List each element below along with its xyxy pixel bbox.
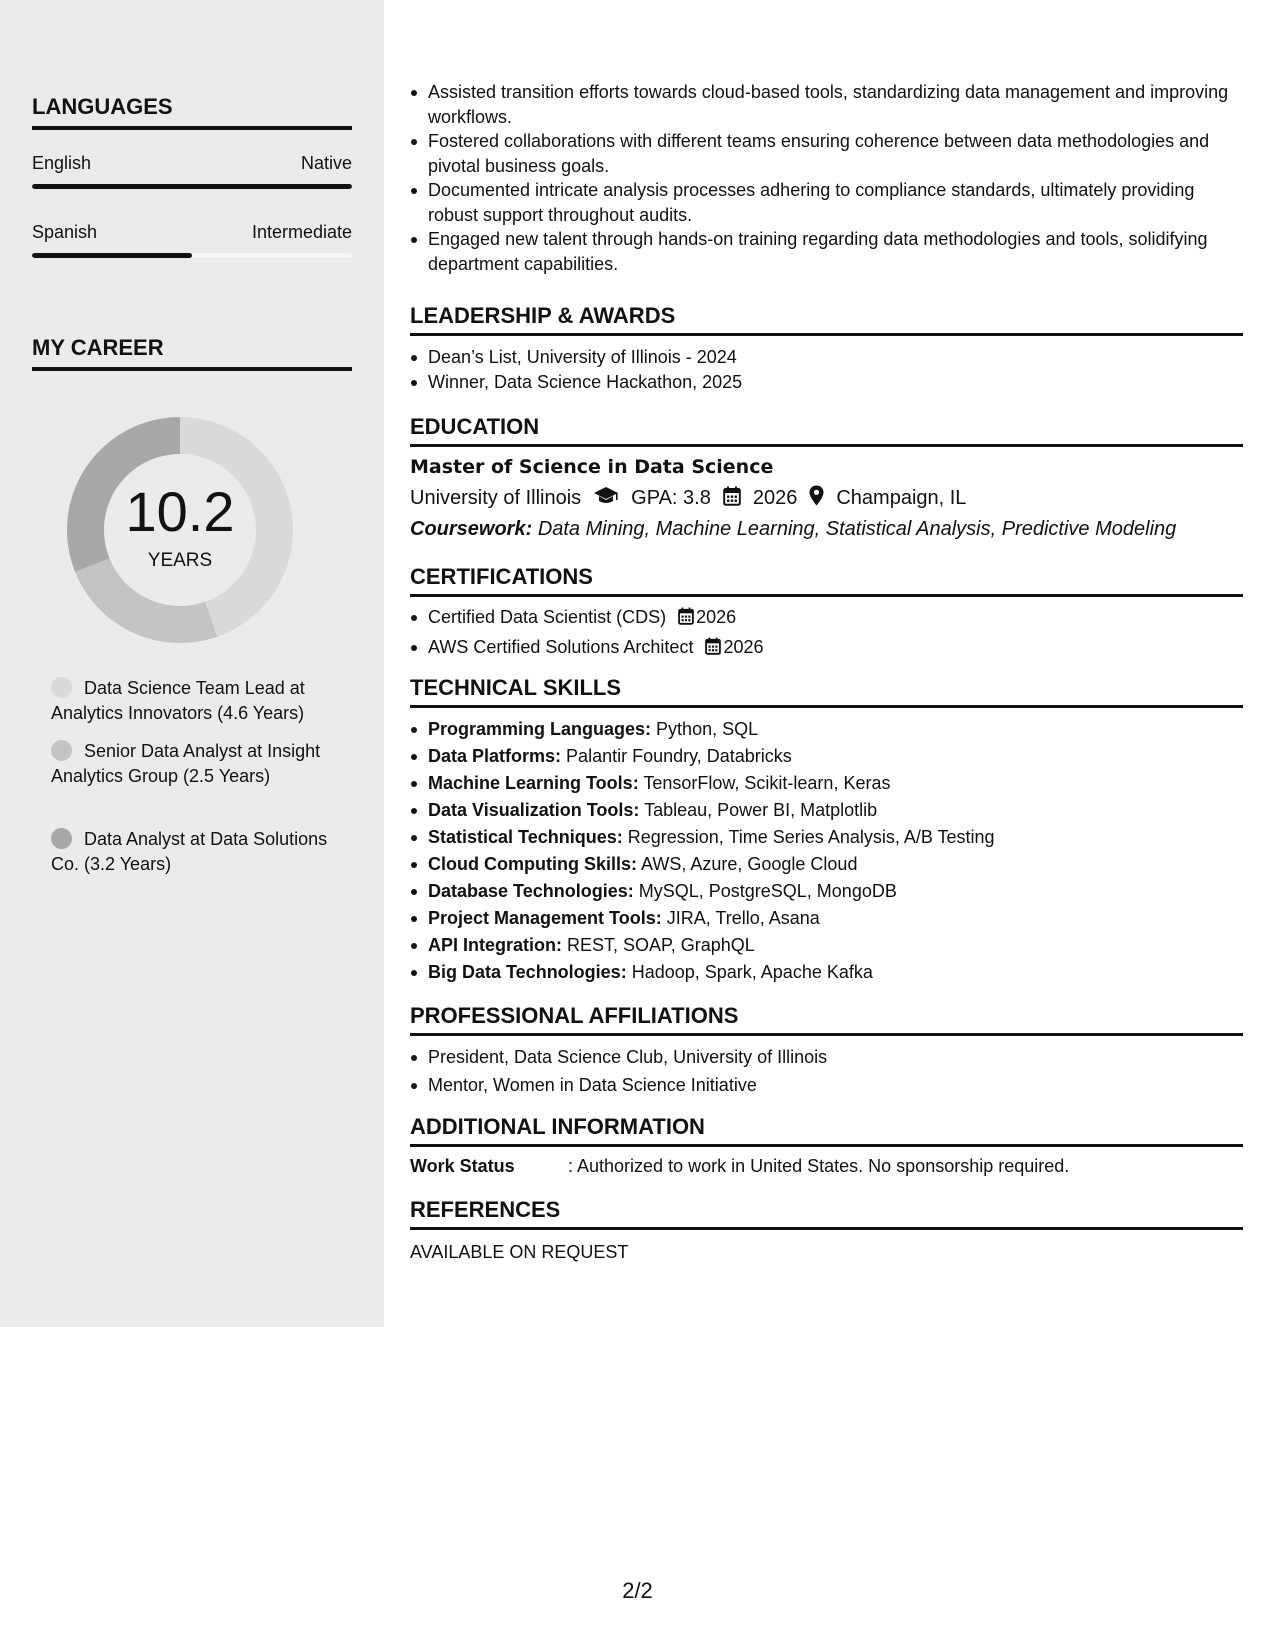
skill-value: MySQL, PostgreSQL, MongoDB	[638, 881, 897, 901]
education-year: 2026	[752, 487, 798, 509]
legend-dot	[51, 677, 72, 698]
skill-value: TensorFlow, Scikit-learn, Keras	[643, 773, 891, 793]
career-total-years: 10.2	[125, 480, 235, 543]
list-item: Documented intricate analysis processes adhering to compliance standards, ultimately providing robust support throughout audits.	[410, 178, 1243, 227]
career-role-text: Data Science Team Lead at Analytics Innovators (4.6 Years)	[51, 678, 305, 723]
education-school: University of Illinois	[410, 487, 582, 509]
skill-label: Project Management Tools:	[428, 908, 662, 928]
affiliations-list	[410, 1045, 1243, 1097]
skill-label: API Integration:	[428, 935, 562, 955]
language-bar-english	[32, 184, 352, 189]
list-item: President, Data Science Club, University of Illinois	[410, 1045, 1243, 1070]
career-role-text: Data Analyst at Data Solutions Co. (3.2 Years)	[51, 829, 328, 874]
language-bar-fill	[32, 184, 352, 189]
skill-value: Hadoop, Spark, Apache Kafka	[631, 962, 873, 982]
language-name: Spanish	[32, 222, 98, 242]
list-item: Winner, Data Science Hackathon, 2025	[410, 370, 1243, 395]
skill-value: AWS, Azure, Google Cloud	[641, 854, 858, 874]
additional-info-title: ADDITIONAL INFORMATION	[410, 1114, 1243, 1147]
list-item	[410, 933, 1243, 958]
language-level: Intermediate	[251, 222, 352, 242]
education-location: Champaign, IL	[836, 487, 967, 509]
list-item	[410, 798, 1243, 823]
references-text: AVAILABLE ON REQUEST	[410, 1242, 629, 1262]
skill-label: Cloud Computing Skills:	[428, 854, 637, 874]
list-item	[410, 717, 1243, 742]
skill-value: Python, SQL	[656, 719, 759, 739]
work-status	[410, 1156, 1069, 1177]
leadership-title: LEADERSHIP & AWARDS	[410, 303, 1243, 336]
coursework-list: Data Mining, Machine Learning, Statistical Analysis, Predictive Modeling	[537, 518, 1177, 540]
list-item	[410, 906, 1243, 931]
career-legend-item	[51, 676, 331, 726]
skill-label: Data Platforms:	[428, 746, 562, 766]
references-title: REFERENCES	[410, 1197, 1243, 1230]
skill-value: REST, SOAP, GraphQL	[567, 935, 755, 955]
list-item: Mentor, Women in Data Science Initiative	[410, 1073, 1243, 1098]
career-title: MY CAREER	[32, 335, 352, 371]
skill-label: Machine Learning Tools:	[428, 773, 639, 793]
list-item: Engaged new talent through hands-on training regarding data methodologies and tools, solidifying department capabilities.	[410, 227, 1243, 276]
calendar-icon	[705, 637, 721, 662]
language-bar-fill	[32, 253, 192, 258]
career-years-unit: YEARS	[147, 550, 213, 571]
leadership-list	[410, 345, 1243, 394]
list-item	[410, 852, 1243, 877]
list-item: Fostered collaborations with different teams ensuring coherence between data methodologies and pivotal business goals.	[410, 129, 1243, 178]
certification-name: Certified Data Scientist (CDS)	[428, 607, 667, 627]
languages-title: LANGUAGES	[32, 94, 352, 130]
career-role-text: Senior Data Analyst at Insight Analytics Group (2.5 Years)	[51, 741, 321, 786]
legend-dot	[51, 740, 72, 761]
list-item: Assisted transition efforts towards cloud-based tools, standardizing data management and improving workflows.	[410, 80, 1243, 129]
skills-title: TECHNICAL SKILLS	[410, 675, 1243, 708]
experience-bullets	[410, 80, 1243, 276]
skill-label: Statistical Techniques:	[428, 827, 623, 847]
skill-value: Tableau, Power BI, Matplotlib	[644, 800, 878, 820]
skill-label: Database Technologies:	[428, 881, 634, 901]
work-status-value: : Authorized to work in United States. No sponsorship required.	[568, 1156, 1070, 1176]
career-legend-item	[51, 739, 331, 789]
skill-label: Big Data Technologies:	[428, 962, 627, 982]
language-bar-spanish	[32, 253, 352, 258]
skills-list	[410, 717, 1243, 985]
work-status-label: Work Status	[410, 1156, 515, 1176]
list-item: Dean’s List, University of Illinois - 2024	[410, 345, 1243, 370]
education-coursework	[410, 518, 1176, 541]
list-item	[410, 605, 1243, 632]
certification-year: 2026	[696, 607, 737, 627]
calendar-icon	[678, 607, 694, 632]
certification-name: AWS Certified Solutions Architect	[428, 636, 694, 657]
skill-value: Regression, Time Series Analysis, A/B Testing	[627, 827, 995, 847]
language-row-english	[32, 153, 352, 174]
calendar-icon	[723, 486, 741, 512]
certifications-list	[410, 605, 1243, 661]
list-item	[410, 960, 1243, 985]
language-name: English	[32, 153, 92, 173]
legend-dot	[51, 828, 72, 849]
list-item	[410, 635, 1243, 662]
skill-value: Palantir Foundry, Databricks	[566, 746, 792, 766]
career-donut-chart	[62, 412, 298, 648]
certifications-title: CERTIFICATIONS	[410, 564, 1243, 597]
affiliations-title: PROFESSIONAL AFFILIATIONS	[410, 1003, 1243, 1036]
skill-label: Programming Languages:	[428, 719, 652, 739]
language-row-spanish	[32, 222, 352, 243]
certification-year: 2026	[723, 636, 764, 657]
skill-label: Data Visualization Tools:	[428, 800, 640, 820]
education-title: EDUCATION	[410, 414, 1243, 447]
education-degree: Master of Science in Data Science	[410, 456, 774, 478]
list-item	[410, 825, 1243, 850]
map-pin-icon	[809, 485, 824, 512]
list-item	[410, 879, 1243, 904]
list-item	[410, 771, 1243, 796]
list-item	[410, 744, 1243, 769]
graduation-cap-icon	[593, 486, 619, 512]
sidebar	[0, 0, 384, 1327]
page-number: 2/2	[622, 1578, 653, 1603]
language-level: Native	[300, 153, 352, 173]
skill-value: JIRA, Trello, Asana	[666, 908, 820, 928]
education-details	[410, 485, 966, 512]
career-legend-item	[51, 827, 331, 877]
coursework-label: Coursework:	[410, 518, 533, 540]
education-gpa: GPA: 3.8	[631, 487, 711, 509]
